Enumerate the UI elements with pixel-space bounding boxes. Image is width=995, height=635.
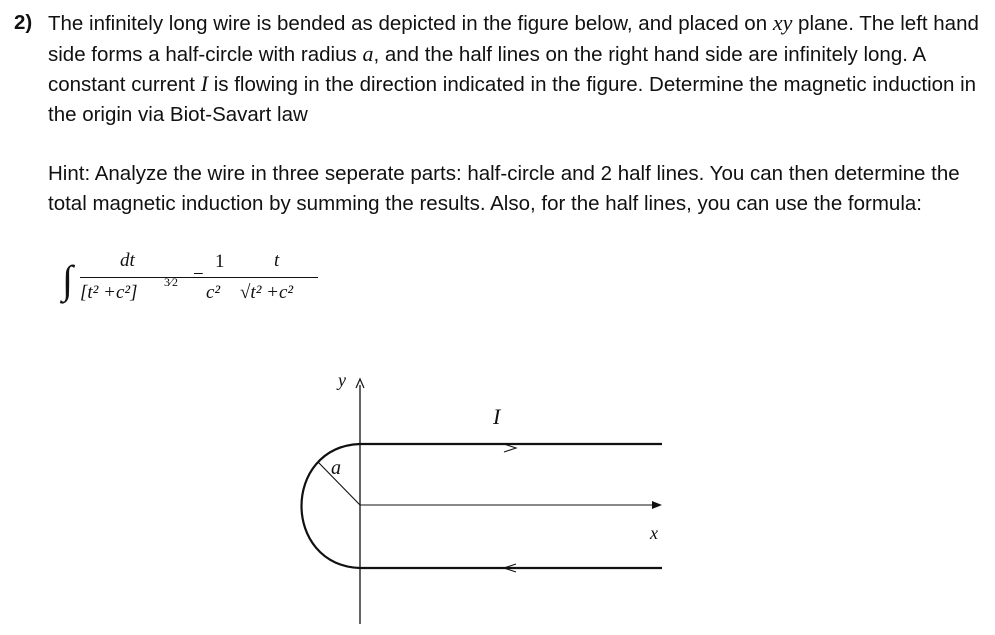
integral-sign: ∫ (62, 257, 73, 302)
math-symbol-I: I (200, 71, 209, 96)
rhs-fraction-bar (238, 277, 318, 278)
rhs-numerator: t (274, 250, 280, 271)
x-axis-arrowhead (652, 501, 662, 509)
math-symbol-a: a (362, 40, 374, 66)
statement-text: is flowing in the direction indicated in the figure. Determine the magnetic induction in the origin via Biot-Savart law (48, 73, 977, 126)
statement-text: The infinitely long wire is bended as depicted in the figure below, and placed on (48, 12, 773, 35)
problem-2 (14, 8, 984, 218)
problem-statement (48, 8, 984, 129)
problem-number: 2) (14, 11, 33, 34)
coef-numerator: 1 (215, 251, 225, 272)
integral-formula (60, 250, 340, 322)
hint-text: Hint: Analyze the wire in three seperate parts: half-circle and 2 half lines. You can then determine the total magnetic induction by summing the results. Also, for the half lines, you can use the formula: (48, 162, 960, 215)
x-axis-label: x (650, 523, 658, 543)
statement-text: plane. The left hand side forms a half-circle with radius (48, 12, 979, 66)
current-label: I (493, 404, 501, 429)
current-arrow-upper (504, 444, 516, 452)
equals-sign: = (193, 266, 204, 287)
lhs-numerator: dt (120, 250, 135, 271)
radius-label: a (331, 457, 341, 479)
coef-fraction-bar (206, 277, 234, 278)
statement-text: , and the half lines on the right hand side are infinitely long. A constant current (48, 42, 926, 96)
lhs-denominator: [t² +c²] (80, 282, 138, 303)
coef-denominator: c² (206, 282, 221, 303)
wire-figure (280, 360, 680, 630)
rhs-denominator: √t² +c² (240, 282, 294, 303)
math-symbol-xy: xy (772, 10, 793, 35)
lhs-exponent: 3⁄2 (164, 275, 179, 289)
wire-diagram (280, 360, 680, 630)
y-axis-label: y (338, 370, 346, 390)
